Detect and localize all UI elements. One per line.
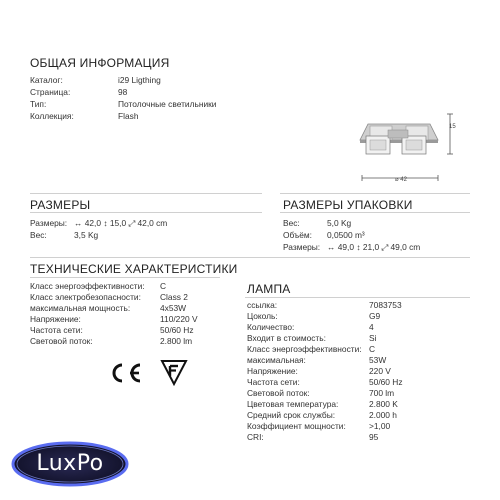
divider	[30, 257, 470, 258]
lamp-label: CRI:	[247, 432, 264, 442]
lamp-value: 53W	[369, 355, 387, 365]
packaging-value: 0,0500 m³	[327, 230, 365, 240]
ceiling-light-illustration	[358, 110, 440, 166]
lamp-label: Цветовая температура:	[247, 399, 339, 409]
general-value: i29 Ligthing	[118, 75, 161, 85]
lamp-label: Входит в стоимость:	[247, 333, 326, 343]
divider	[30, 212, 262, 213]
height-label: 15	[449, 124, 456, 130]
packaging-title: РАЗМЕРЫ УПАКОВКИ	[283, 198, 413, 212]
logo-text: LuxPo	[36, 451, 104, 476]
specs-label: Частота сети:	[30, 325, 83, 335]
divider	[280, 193, 470, 194]
lamp-value: 50/60 Hz	[369, 377, 403, 387]
lamp-value: G9	[369, 311, 381, 321]
lamp-label: Световой поток:	[247, 388, 310, 398]
divider	[280, 212, 470, 213]
specs-value: 2.800 lm	[160, 336, 193, 346]
general-value: Потолочные светильники	[118, 99, 217, 109]
lamp-value: 700 lm	[369, 388, 395, 398]
dimensions-value: 3,5 Kg	[74, 230, 99, 240]
specs-value: 50/60 Hz	[160, 325, 194, 335]
lamp-label: Коэффициент мощности:	[247, 421, 346, 431]
lamp-label: Частота сети:	[247, 377, 300, 387]
general-title: ОБЩАЯ ИНФОРМАЦИЯ	[30, 56, 170, 70]
lamp-label: ссылка:	[247, 300, 278, 310]
general-value: Flash	[118, 111, 139, 121]
f-mark-icon	[160, 358, 188, 386]
packaging-value: 5,0 Kg	[327, 218, 352, 228]
specs-value: Class 2	[160, 292, 188, 302]
lamp-value: 7083753	[369, 300, 402, 310]
lamp-value: 220 V	[369, 366, 391, 376]
lamp-value: 2.800 K	[369, 399, 398, 409]
specs-label: Напряжение:	[30, 314, 81, 324]
general-value: 98	[118, 87, 128, 97]
lamp-value: >1,00	[369, 421, 391, 431]
specs-label: Класс электробезопасности:	[30, 292, 141, 302]
product-image	[358, 110, 440, 166]
specs-label: Световой поток:	[30, 336, 93, 346]
lamp-value: 95	[369, 432, 379, 442]
lamp-label: Средний срок службы:	[247, 410, 336, 420]
divider	[30, 277, 220, 278]
general-label: Страница:	[30, 87, 71, 97]
lamp-value: Si	[369, 333, 377, 343]
lamp-value: 4	[369, 322, 374, 332]
general-label: Каталог:	[30, 75, 63, 85]
general-label: Коллекция:	[30, 111, 74, 121]
specs-label: Класс энергоэффективности:	[30, 281, 145, 291]
dimensions-label: Вес:	[30, 230, 47, 240]
specs-value: 4x53W	[160, 303, 187, 313]
lamp-label: Напряжение:	[247, 366, 298, 376]
lamp-label: максимальная:	[247, 355, 306, 365]
specs-value: 110/220 V	[160, 314, 198, 324]
specs-title: ТЕХНИЧЕСКИЕ ХАРАКТЕРИСТИКИ	[30, 262, 238, 276]
dimensions-label: Размеры:	[30, 218, 68, 228]
luxpo-logo	[10, 440, 130, 488]
lamp-label: Цоколь:	[247, 311, 278, 321]
width-value: 42	[400, 177, 407, 183]
ce-mark-icon	[108, 362, 144, 384]
lamp-label: Количество:	[247, 322, 295, 332]
packaging-label: Размеры:	[283, 242, 321, 252]
lamp-title: ЛАМПА	[247, 282, 291, 296]
height-dimension	[447, 112, 461, 156]
packaging-label: Объём:	[283, 230, 313, 240]
width-label: ⌀ 42	[395, 177, 407, 183]
lamp-value: 2.000 h	[369, 410, 397, 420]
packaging-label: Вес:	[283, 218, 300, 228]
lamp-label: Класс энергоэффективности:	[247, 344, 362, 354]
lamp-value: C	[369, 344, 376, 354]
specs-value: C	[160, 281, 167, 291]
divider	[245, 297, 470, 298]
dimensions-value: ↔ 42,0 ↕ 15,0 ⤢ 42,0 cm	[74, 218, 168, 228]
divider	[30, 193, 262, 194]
packaging-value: ↔ 49,0 ↕ 21,0 ⤢ 49,0 cm	[327, 242, 421, 252]
specs-label: максимальная мощность:	[30, 303, 131, 313]
general-label: Тип:	[30, 99, 47, 109]
dimensions-title: РАЗМЕРЫ	[30, 198, 91, 212]
